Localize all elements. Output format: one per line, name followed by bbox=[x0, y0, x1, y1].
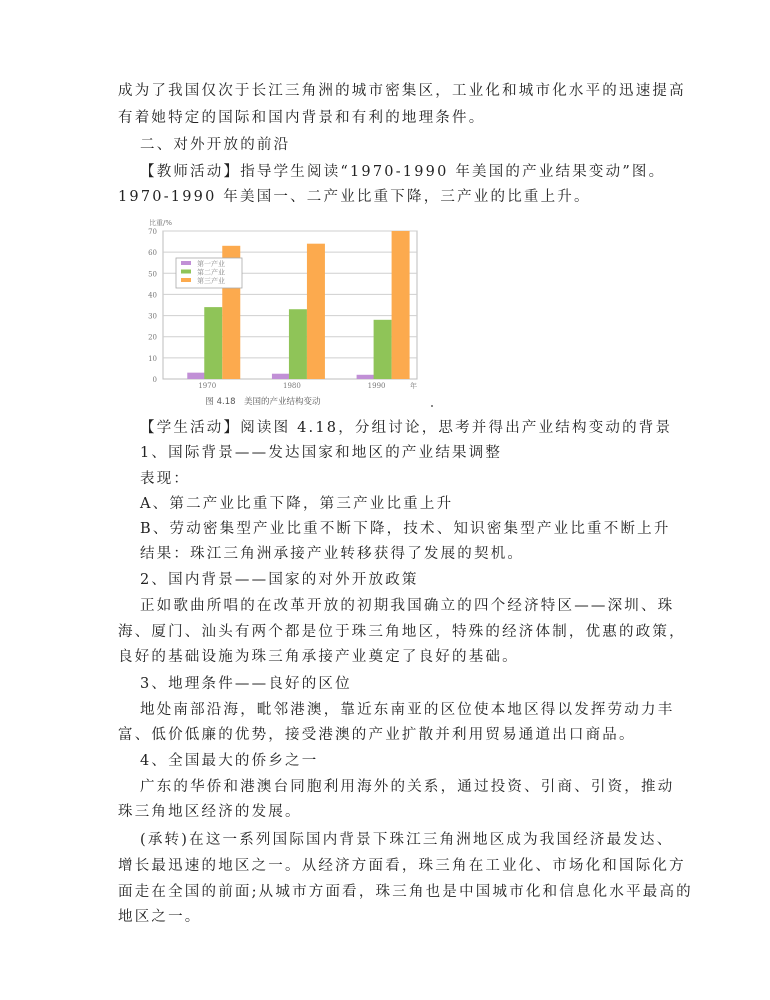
paragraph-line: A、第二产业比重下降，第三产业比重上升 bbox=[140, 496, 454, 512]
legend-swatch bbox=[181, 270, 191, 274]
bar-1-1990 bbox=[357, 375, 375, 379]
paragraph-line: 面走在全国的前面;从城市方面看，珠三角也是中国城市化和信息化水平最高的 bbox=[118, 884, 693, 900]
x-tick-label: 1980 bbox=[283, 382, 301, 390]
x-tick-label: 1990 bbox=[367, 382, 386, 390]
bar-3-1980 bbox=[307, 244, 325, 379]
chart-caption: 图 4.18 美国的产业结构变动 bbox=[205, 397, 321, 407]
y-tick-label: 20 bbox=[148, 333, 157, 342]
paragraph-line: 有着她特定的国际和国内背景和有利的地理条件。 bbox=[118, 110, 486, 126]
paragraph-line: 良好的基础设施为珠三角承接产业奠定了良好的基础。 bbox=[118, 649, 519, 665]
paragraph-line: 地区之一。 bbox=[118, 909, 202, 925]
industry-structure-chart bbox=[140, 216, 440, 416]
paragraph-line: 二、对外开放的前沿 bbox=[140, 137, 291, 153]
bar-2-1980 bbox=[289, 309, 307, 379]
paragraph-line: 地处南部沿海，毗邻港澳，靠近东南亚的区位使本地区得以发挥劳动力丰 bbox=[140, 702, 675, 718]
paragraph-line: 【教师活动】指导学生阅读“1970-1990 年美国的产业结果变动”图。 bbox=[140, 164, 666, 180]
x-tick-label: 1970 bbox=[198, 382, 217, 390]
bar-1-1970 bbox=[187, 373, 205, 379]
x-axis-label: 年 bbox=[410, 382, 417, 390]
paragraph-line: 1、国际背景——发达国家和地区的产业结果调整 bbox=[140, 445, 503, 461]
chart-svg bbox=[140, 216, 440, 416]
bar-1-1980 bbox=[272, 374, 290, 379]
paragraph-line: 表现： bbox=[140, 471, 191, 487]
y-tick-label: 30 bbox=[148, 312, 157, 321]
paragraph-line: 正如歌曲所唱的在改革开放的初期我国确立的四个经济特区——深圳、珠 bbox=[140, 598, 675, 614]
paragraph-line: 珠三角地区经济的发展。 bbox=[118, 804, 302, 820]
bar-2-1990 bbox=[374, 320, 392, 379]
paragraph-line: 富、低价低廉的优势，接受港澳的产业扩散并利用贸易通道出口商品。 bbox=[118, 727, 636, 743]
paragraph-line: (承转)在这一系列国际国内背景下珠江三角洲地区成为我国经济最发达、 bbox=[140, 832, 674, 848]
y-tick-label: 10 bbox=[148, 354, 157, 363]
legend-swatch bbox=[181, 261, 191, 265]
paragraph-line: 广东的华侨和港澳台同胞利用海外的关系，通过投资、引商、引资，推动 bbox=[140, 779, 675, 795]
y-tick-label: 60 bbox=[148, 249, 157, 258]
paragraph-line: 结果：珠江三角洲承接产业转移获得了发展的契机。 bbox=[140, 546, 525, 562]
y-tick-label: 50 bbox=[148, 270, 157, 279]
paragraph-line: 1970-1990 年美国一、二产业比重下降，三产业的比重上升。 bbox=[118, 189, 591, 205]
paragraph-line: 2、国内背景——国家的对外开放政策 bbox=[140, 572, 419, 588]
y-tick-label: 70 bbox=[148, 228, 157, 236]
y-tick-label: 40 bbox=[148, 291, 157, 300]
y-axis-label: 比重/% bbox=[149, 219, 173, 227]
paragraph-line: 【学生活动】阅读图 4.18，分组讨论，思考并得出产业结构变动的背景 bbox=[140, 420, 673, 436]
legend-label: 第一产业 bbox=[197, 260, 225, 268]
bar-2-1970 bbox=[204, 307, 222, 379]
stray-dot bbox=[431, 405, 433, 407]
paragraph-line: 增长最迅速的地区之一。从经济方面看，珠三角在工业化、市场化和国际化方 bbox=[118, 858, 686, 874]
paragraph-line: 4、全国最大的侨乡之一 bbox=[140, 753, 319, 769]
bar-3-1990 bbox=[392, 231, 410, 379]
y-tick-label: 0 bbox=[152, 376, 157, 384]
paragraph-line: 3、地理条件——良好的区位 bbox=[140, 676, 352, 692]
paragraph-line: 成为了我国仅次于长江三角洲的城市密集区，工业化和城市化水平的迅速提高 bbox=[118, 83, 686, 99]
paragraph-line: B、劳动密集型产业比重不断下降，技术、知识密集型产业比重不断上升 bbox=[140, 521, 671, 537]
legend-label: 第二产业 bbox=[197, 268, 225, 277]
legend-label: 第三产业 bbox=[197, 277, 225, 285]
legend-swatch bbox=[181, 278, 191, 282]
paragraph-line: 海、厦门、汕头有两个都是位于珠三角地区，特殊的经济体制，优惠的政策， bbox=[118, 624, 686, 640]
